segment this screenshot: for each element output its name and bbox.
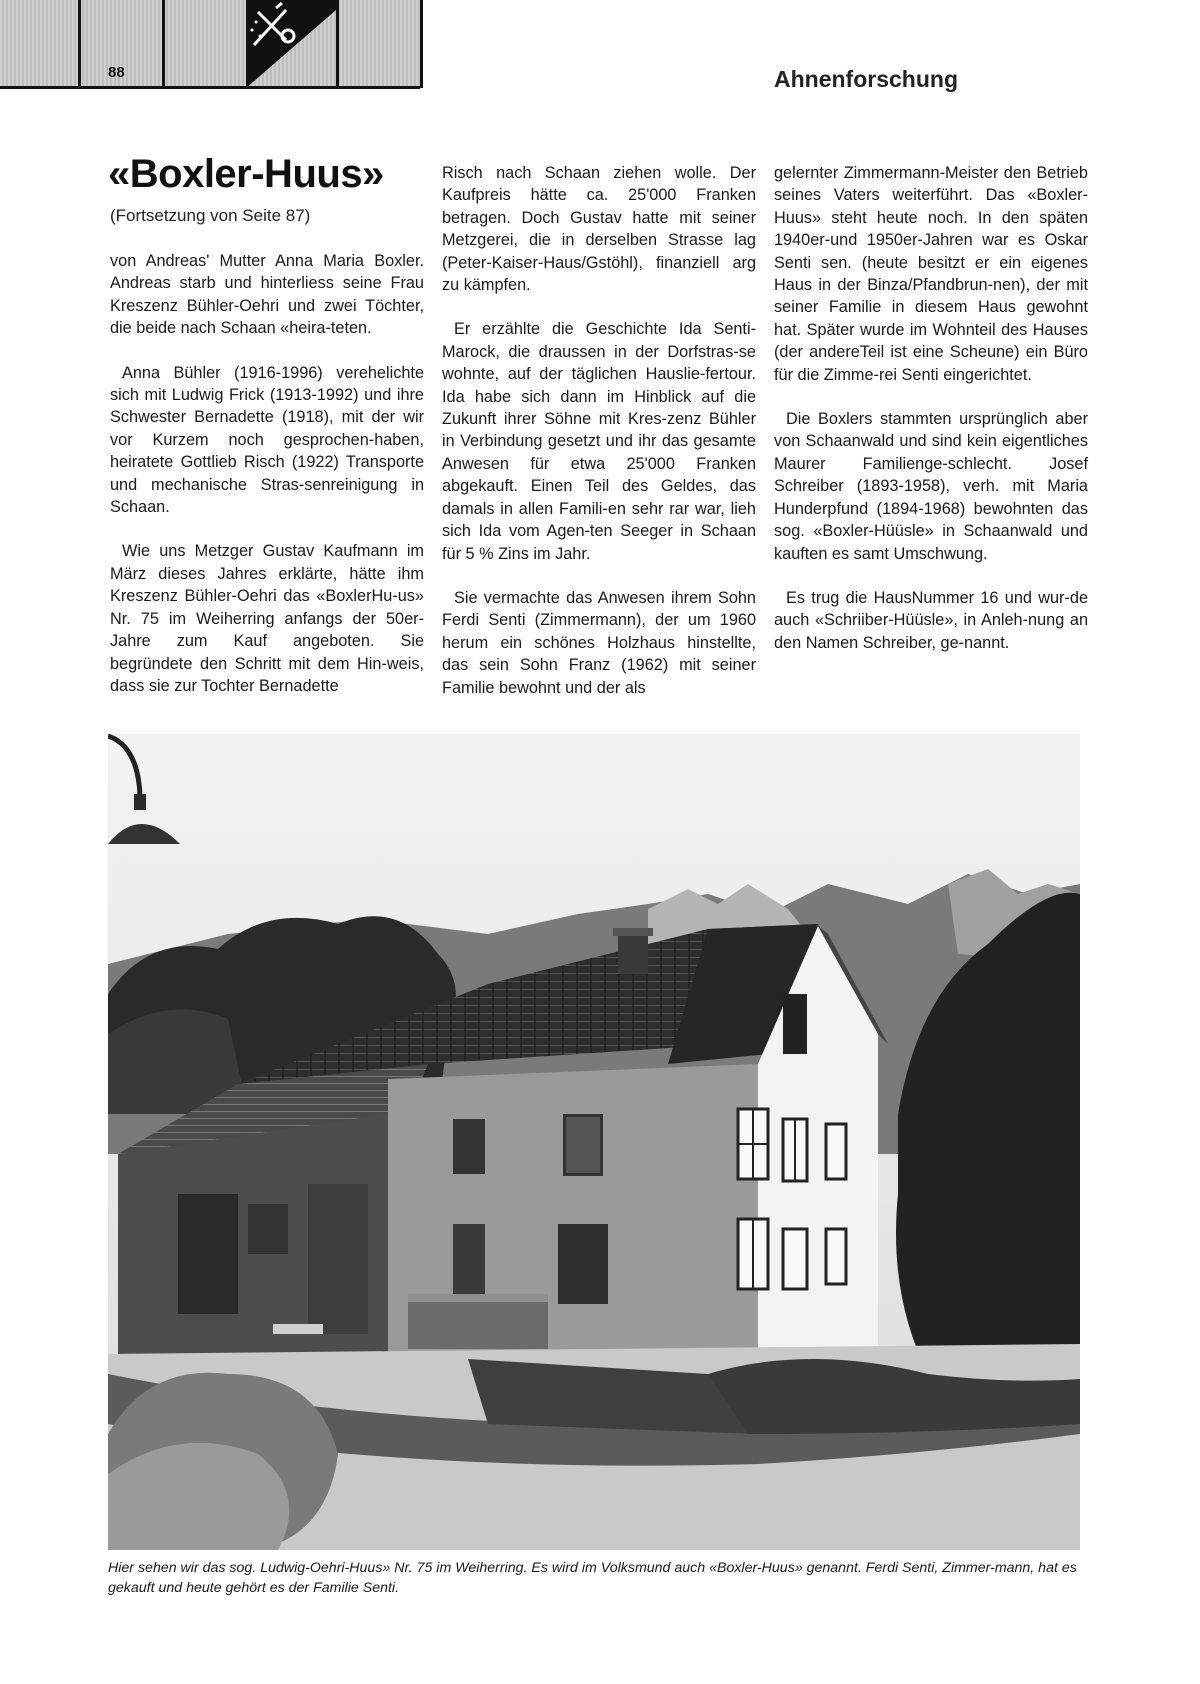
- paragraph: Die Boxlers stammten ursprünglich aber von Schaanwald und sind kein eigentliches Maurer Familienge-schlecht. Josef Schreiber (1893-1958), verh. mit Maria Hunderpfund (1894-1968) bewohnten das sog. «Boxler-Hüüsle» in Schaanwald und kauften es samt Umschwung.: [774, 410, 1088, 563]
- paragraph: Er erzählte die Geschichte Ida Senti-Marock, die draussen in der Dorfstras-se wohnte, auf der täglichen Hauslie-fertour. Ida habe sich dann im Hinblick auf die Zukunft ihrer Söhne mit Kres-zenz Bühler in Verbindung gesetzt und ihr das gesamte Anwesen für etwa 25'000 Franken abgekauft. Einen Teil des Geldes, das damals in allen Famili-en sehr rar war, lieh sich Ida vom Agen-ten Seeger in Schaan für 5 % Zins im Jahr.: [442, 320, 756, 563]
- paragraph: Risch nach Schaan ziehen wolle. Der Kaufpreis hätte ca. 25'000 Franken betragen. Doch Gustav hatte mit seiner Metzgerei, die in derselben Strasse lag (Peter-Kaiser-Haus/Gstöhl), finanziell arg zu kämpfen.: [442, 164, 756, 295]
- text-column-2: [442, 162, 756, 721]
- page-number: 88: [108, 64, 125, 81]
- paragraph: Anna Bühler (1916-1996) verehelichte sich mit Ludwig Frick (1913-1992) und ihre Schwester Bernadette (1918), mit der wir vor Kurzem noch gesprochen-haben, heiratete Gottlieb Risch (1922) Transporte und mechanische Stras-senreinigung in Schaan.: [110, 363, 424, 517]
- header-band: [0, 0, 420, 88]
- photo-caption: Hier sehen wir das sog. Ludwig-Oehri-Huus» Nr. 75 im Weiherring. Es wird im Volksmund auch «Boxler-Huus» genannt. Ferdi Senti, Zimmer-mann, hat es gekauft und heute gehört es der Familie Senti.: [108, 1560, 1077, 1596]
- header-rule: [78, 0, 81, 88]
- house-photo: [108, 734, 1080, 1550]
- crossed-tools-emblem-icon: [246, 0, 336, 88]
- header-rule: [162, 0, 165, 88]
- house-photo-illustration: [108, 734, 1080, 1550]
- text-column-1: [110, 250, 424, 719]
- paragraph: von Andreas' Mutter Anna Maria Boxler. Andreas starb und hinterliess seine Frau Kreszenz Bühler-Oehri und zwei Töchter, die beide nach Schaan «heira-teten.: [110, 252, 424, 338]
- article-subtitle: (Fortsetzung von Seite 87): [110, 206, 311, 225]
- paragraph: Sie vermachte das Anwesen ihrem Sohn Ferdi Senti (Zimmermann), der um 1960 herum ein schönes Holzhaus hinstellte, das sein Sohn Franz (1962) mit seiner Familie bewohnt und der als: [442, 588, 756, 697]
- text-column-3: [774, 162, 1088, 676]
- paragraph: Wie uns Metzger Gustav Kaufmann im März dieses Jahres erklärte, hätte ihm Kreszenz Bühler-Oehri das «BoxlerHu-us» Nr. 75 im Weiherring anfangs der 50er-Jahre zum Kauf angeboten. Sie begründete den Schritt mit dem Hin-weis, dass sie zur Tochter Bernadette: [110, 542, 424, 695]
- paragraph: Es trug die HausNummer 16 und wur-de auch «Schriiber-Hüüsle», in Anleh-nung an den Namen Schreiber, ge-nannt.: [774, 588, 1088, 652]
- header-baseline: [0, 86, 420, 89]
- paragraph: gelernter Zimmermann-Meister den Betrieb seines Vaters weiterführt. Das «Boxler-Huus» steht heute noch. In den späten 1940er-und 1950er-Jahren war es Oskar Senti sen. (heute besitzt er ein eigenes Haus in der Binza/Pfandbrun-nen), der mit seiner Familie in diesem Haus gewohnt hat. Später wurde im Wohnteil des Hauses (der andereTeil ist eine Scheune) ein Büro für die Zimme-rei Senti eingerichtet.: [774, 164, 1088, 384]
- article-title: «Boxler-Huus»: [108, 152, 384, 196]
- header-rule: [336, 0, 339, 88]
- header-rule: [420, 0, 423, 88]
- section-title: Ahnenforschung: [774, 66, 958, 92]
